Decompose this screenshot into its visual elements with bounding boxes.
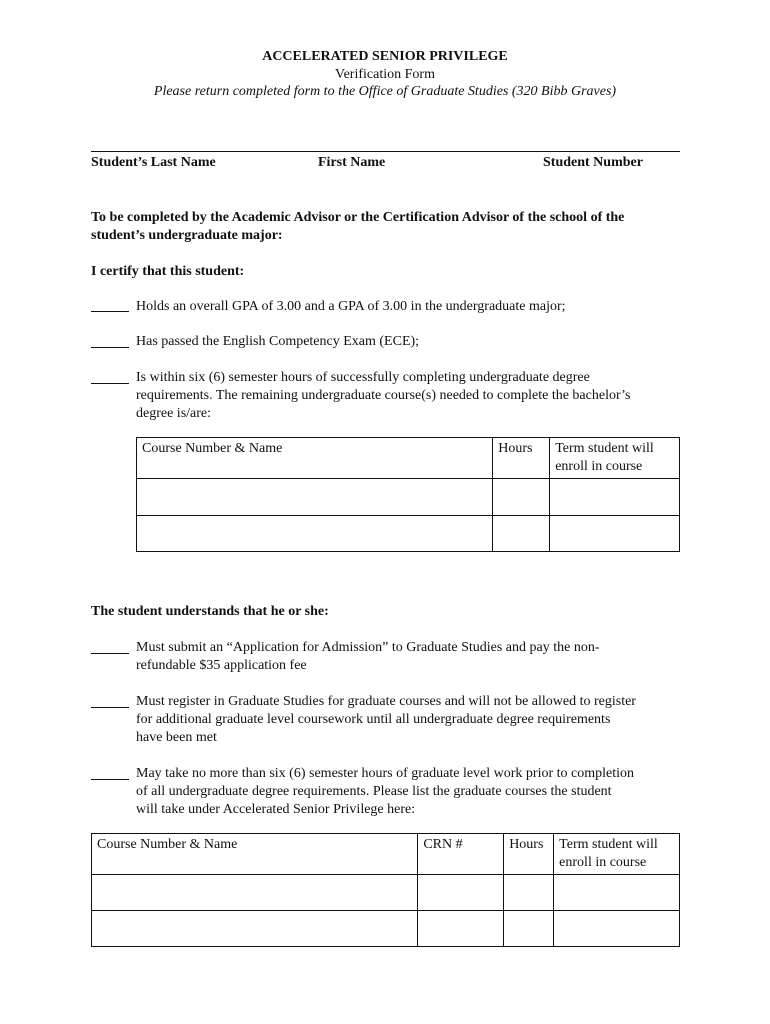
hours-check-blank[interactable]	[91, 383, 129, 384]
form-subtitle: Verification Form	[335, 67, 435, 82]
last-name-label: Student’s Last Name	[91, 155, 216, 170]
course-name-cell[interactable]	[92, 911, 418, 947]
student-number-label: Student Number	[543, 155, 643, 170]
table-row	[92, 911, 680, 947]
term-cell[interactable]	[550, 479, 680, 516]
application-check-blank[interactable]	[91, 653, 129, 654]
table-row	[137, 516, 680, 552]
hours-cell[interactable]	[504, 911, 554, 947]
course-name-cell[interactable]	[137, 516, 493, 552]
hours-cell[interactable]	[504, 875, 554, 911]
ece-requirement: Has passed the English Competency Exam (ECE);	[136, 334, 420, 349]
ece-check-blank[interactable]	[91, 347, 129, 348]
course-name-cell[interactable]	[137, 479, 493, 516]
hours-header: Hours	[493, 438, 550, 479]
table-header-row	[92, 834, 680, 875]
first-name-label: First Name	[318, 155, 386, 170]
table-row	[137, 479, 680, 516]
hours-requirement: Is within six (6) semester hours of successfully completing undergraduate degree requirements. The remaining undergraduate course(s) needed to complete the bachelor’s degree is/are:	[136, 370, 631, 421]
grad-hours-requirement: May take no more than six (6) semester hours of graduate level work prior to completion of all undergraduate degree requirements. Please list the graduate courses the student will take under Accelerated Senior Privilege here:	[136, 766, 635, 817]
table-row	[92, 875, 680, 911]
course-name-cell[interactable]	[92, 875, 418, 911]
term-header: Term student will enroll in course	[550, 438, 680, 479]
hours-cell[interactable]	[493, 516, 550, 552]
grad-course-table	[91, 833, 680, 947]
course-name-header: Course Number & Name	[92, 834, 418, 875]
hours-cell[interactable]	[493, 479, 550, 516]
crn-header: CRN #	[418, 834, 504, 875]
gpa-requirement: Holds an overall GPA of 3.00 and a GPA of 3.00 in the undergraduate major;	[136, 299, 566, 314]
crn-cell[interactable]	[418, 911, 504, 947]
certify-heading: I certify that this student:	[91, 264, 245, 279]
student-info-line[interactable]	[91, 151, 680, 152]
term-cell[interactable]	[554, 875, 680, 911]
hours-header: Hours	[504, 834, 554, 875]
undergrad-course-table	[136, 437, 680, 552]
application-requirement: Must submit an “Application for Admission” to Graduate Studies and pay the non- refundable $35 application fee	[136, 640, 600, 673]
student-heading: The student understands that he or she:	[91, 604, 329, 619]
term-cell[interactable]	[550, 516, 680, 552]
grad-hours-check-blank[interactable]	[91, 779, 129, 780]
advisor-heading: To be completed by the Academic Advisor or the Certification Advisor of the school of the student’s undergraduate major:	[91, 210, 625, 243]
register-requirement: Must register in Graduate Studies for graduate courses and will not be allowed to register for additional graduate level coursework until all undergraduate degree requirements have been met	[136, 694, 636, 745]
crn-cell[interactable]	[418, 875, 504, 911]
return-instruction: Please return completed form to the Office of Graduate Studies (320 Bibb Graves)	[153, 84, 617, 99]
term-header: Term student will enroll in course	[554, 834, 680, 875]
table-header-row	[137, 438, 680, 479]
term-cell[interactable]	[554, 911, 680, 947]
gpa-check-blank[interactable]	[91, 311, 129, 312]
register-check-blank[interactable]	[91, 707, 129, 708]
form-title: ACCELERATED SENIOR PRIVILEGE	[262, 49, 508, 64]
course-name-header: Course Number & Name	[137, 438, 493, 479]
